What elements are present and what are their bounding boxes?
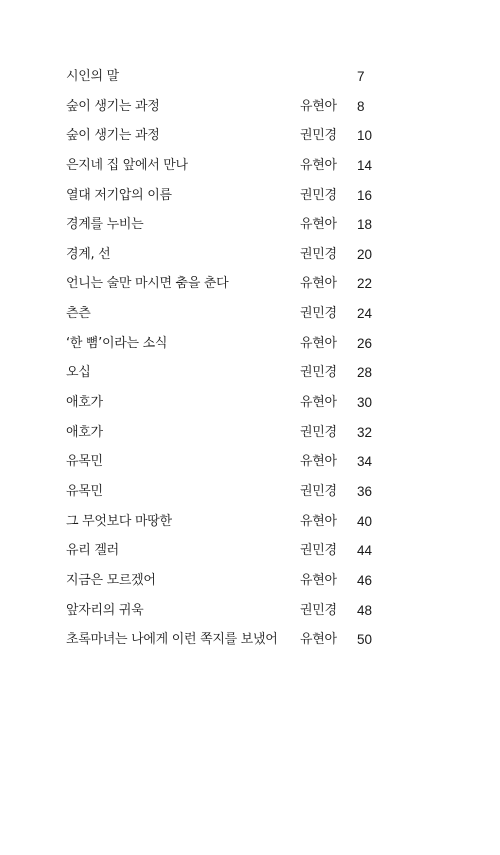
toc-entry[interactable] [0,121,500,151]
toc-entry-page: 20 [357,246,373,262]
toc-entry-title: 유목민 [66,483,103,499]
toc-entry-title: ‘한 뼘’이라는 소식 [66,335,168,351]
toc-entry-author: 유현아 [300,217,337,233]
toc-entry-page: 34 [357,454,373,470]
toc-entry-page: 40 [357,513,373,529]
toc-entry[interactable] [0,181,500,211]
toc-entry-title: 유리 겔러 [66,543,119,559]
toc-entry-page: 50 [357,632,373,648]
toc-entry[interactable] [0,418,500,448]
toc-entry[interactable] [0,625,500,655]
toc-entry[interactable] [0,269,500,299]
toc-entry-title: 언니는 술만 마시면 춤을 춘다 [66,276,229,292]
toc-entry-page: 22 [357,276,373,292]
toc-entry[interactable] [0,596,500,626]
toc-entry-title: 경계를 누비는 [66,217,144,233]
toc-entry-page: 48 [357,602,373,618]
toc-entry[interactable] [0,151,500,181]
toc-entry-title: 초록마녀는 나에게 이런 쪽지를 보냈어 [66,632,278,648]
toc-entry[interactable] [0,329,500,359]
toc-entry[interactable] [0,536,500,566]
toc-entry-page: 30 [357,395,373,411]
toc-entry-author: 권민경 [300,187,337,203]
toc-entry-page: 10 [357,128,373,144]
toc-entry-page: 26 [357,335,373,351]
toc-entry[interactable] [0,92,500,122]
toc-entry-author: 유현아 [300,632,337,648]
toc-entry-page: 16 [357,187,373,203]
toc-entry-title: 숲이 생기는 과정 [66,128,160,144]
toc-entry-title: 시인의 말 [66,69,119,84]
toc-entry-page: 44 [357,543,373,559]
toc-entry-page: 32 [357,424,373,440]
toc-entry-author: 유현아 [300,157,337,173]
toc-entry-author: 권민경 [300,483,337,499]
toc-entry-author: 권민경 [300,602,337,618]
toc-entry-page: 8 [357,98,365,114]
toc-entry-page: 24 [357,306,373,322]
toc-entry-title: 숲이 생기는 과정 [66,98,160,114]
toc-entry-title: 그 무엇보다 마땅한 [66,513,172,529]
toc-entry-title: 츤츤 [66,306,91,322]
toc-entry[interactable] [0,210,500,240]
toc-entry-author: 권민경 [300,128,337,144]
toc-entry[interactable] [0,388,500,418]
toc-entry-author: 권민경 [300,246,337,262]
toc-entry-title: 열대 저기압의 이름 [66,187,172,203]
toc-entry[interactable] [0,566,500,596]
toc-entry-title: 애호가 [66,395,103,411]
toc-entry[interactable] [0,240,500,270]
toc-entry-page: 18 [357,217,373,233]
toc-entry[interactable] [0,507,500,537]
toc-entry-author: 유현아 [300,395,337,411]
toc-entry-page: 14 [357,157,373,173]
toc-entry-author: 권민경 [300,543,337,559]
toc-entry[interactable] [0,62,500,92]
toc-entry-page: 46 [357,572,373,588]
toc-entry-page: 36 [357,483,373,499]
toc-entry-author: 권민경 [300,306,337,322]
toc-entry-author: 권민경 [300,424,337,440]
toc-entry-author: 유현아 [300,454,337,470]
toc-entry-author: 유현아 [300,572,337,588]
toc-entry-title: 앞자리의 귀욱 [66,602,144,618]
toc-entry[interactable] [0,299,500,329]
toc-entry-title: 지금은 모르겠어 [66,572,156,588]
toc-entry-title: 경계, 선 [66,246,111,262]
toc-entry-title: 은지네 집 앞에서 만나 [66,157,188,173]
toc-entry[interactable] [0,447,500,477]
toc-entry-title: 유목민 [66,454,103,470]
toc-entry-title: 애호가 [66,424,103,440]
toc-entry-author: 권민경 [300,365,337,381]
toc-entry-author: 유현아 [300,98,337,114]
toc-entry-author: 유현아 [300,513,337,529]
toc-entry-author: 유현아 [300,276,337,292]
toc-entry-page: 28 [357,365,373,381]
toc-entry[interactable] [0,358,500,388]
toc-entry-title: 오십 [66,365,91,381]
toc-entry-author: 유현아 [300,335,337,351]
toc-entry-page: 7 [357,69,365,84]
toc-entry[interactable] [0,477,500,507]
table-of-contents [0,62,500,655]
